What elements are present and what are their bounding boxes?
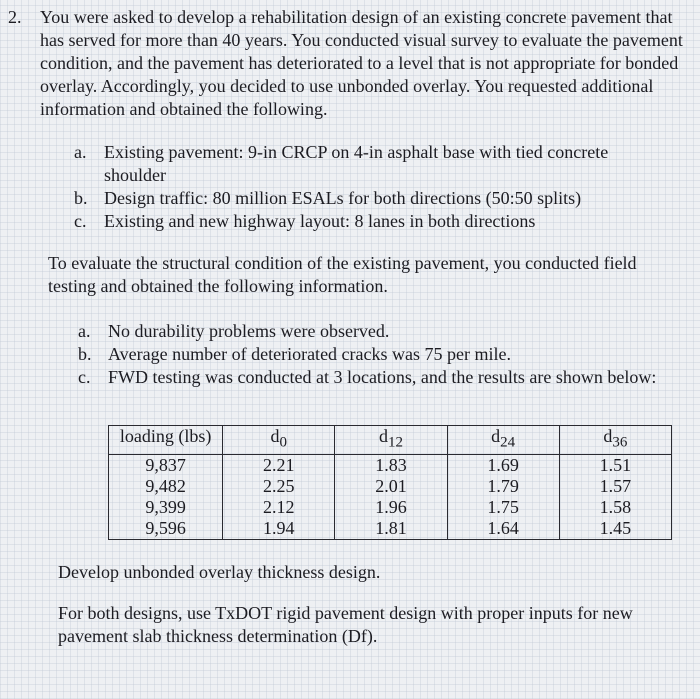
info-list <box>74 141 664 233</box>
list-item <box>78 343 658 366</box>
field-paragraph: To evaluate the structural condition of the existing pavement, you conducted field testing and obtained the following information. <box>48 253 637 296</box>
header-d24-sub: 24 <box>500 434 516 451</box>
table-header-row <box>109 426 672 455</box>
list-item-label: c. <box>78 367 91 387</box>
list-item <box>74 141 664 187</box>
cell-d24: 1.79 <box>447 476 559 497</box>
cell-d0: 2.21 <box>223 454 335 476</box>
cell-d24: 1.75 <box>447 497 559 518</box>
list-item-text: Existing pavement: 9-in CRCP on 4-in asphalt base with tied concrete shoulder <box>104 142 609 185</box>
fwd-results-table <box>108 425 672 540</box>
header-loading: loading (lbs) <box>109 426 223 455</box>
design-instructions: For both designs, use TxDOT rigid pavement design with proper inputs for new pavement slab thickness determination (Df). <box>58 603 633 646</box>
cell-d0: 2.12 <box>223 497 335 518</box>
list-item-text: Design traffic: 80 million ESALs for both directions (50:50 splits) <box>104 188 582 208</box>
header-d12-base: d <box>378 426 388 446</box>
table-row <box>109 497 672 518</box>
list-item-text: Average number of deteriorated cracks was 75 per mile. <box>108 344 511 364</box>
cell-d12: 2.01 <box>335 476 447 497</box>
list-item-label: c. <box>74 211 87 231</box>
cell-loading: 9,596 <box>109 518 223 540</box>
cell-d36: 1.58 <box>559 497 671 518</box>
table-row <box>109 476 672 497</box>
cell-loading: 9,482 <box>109 476 223 497</box>
list-item <box>78 320 658 343</box>
header-d24 <box>447 426 559 455</box>
header-d24-base: d <box>491 426 501 446</box>
table-row <box>109 518 672 540</box>
cell-d24: 1.69 <box>447 454 559 476</box>
cell-d0: 2.25 <box>223 476 335 497</box>
list-item-text: No durability problems were observed. <box>108 321 390 341</box>
list-item-label: b. <box>78 344 92 364</box>
cell-d12: 1.96 <box>335 497 447 518</box>
header-d12-sub: 12 <box>387 434 403 451</box>
cell-d24: 1.64 <box>447 518 559 540</box>
header-d36 <box>559 426 671 455</box>
table-row <box>109 454 672 476</box>
task-statement: Develop unbonded overlay thickness design. <box>58 562 381 582</box>
list-item-label: b. <box>74 188 88 208</box>
list-item-text: FWD testing was conducted at 3 locations, and the results are shown below: <box>108 367 657 387</box>
cell-d0: 1.94 <box>223 518 335 540</box>
question-intro: You were asked to develop a rehabilitation design of an existing concrete pavement that has served for more than 40 years. You conducted visual survey to evaluate the pavement condition, and the pavement has deteriorated to a level that is not appropriate for bonded overlay. Accordingly, you decided to use unbonded overlay. You requested additional information and obtained the following. <box>40 7 683 119</box>
header-d36-base: d <box>603 426 613 446</box>
list-item-label: a. <box>78 321 91 341</box>
list-item <box>74 187 664 210</box>
cell-loading: 9,837 <box>109 454 223 476</box>
cell-d36: 1.57 <box>559 476 671 497</box>
header-d0-base: d <box>270 426 280 446</box>
header-d0 <box>223 426 335 455</box>
header-d36-sub: 36 <box>612 434 628 451</box>
list-item <box>74 210 664 233</box>
list-item-label: a. <box>74 142 87 162</box>
cell-d12: 1.81 <box>335 518 447 540</box>
cell-d36: 1.45 <box>559 518 671 540</box>
cell-loading: 9,399 <box>109 497 223 518</box>
cell-d12: 1.83 <box>335 454 447 476</box>
list-item-text: Existing and new highway layout: 8 lanes in both directions <box>104 211 536 231</box>
header-d12 <box>335 426 447 455</box>
list-item <box>78 366 658 389</box>
question-number: 2. <box>8 7 22 27</box>
field-list <box>78 320 658 389</box>
header-d0-sub: 0 <box>279 434 287 451</box>
cell-d36: 1.51 <box>559 454 671 476</box>
